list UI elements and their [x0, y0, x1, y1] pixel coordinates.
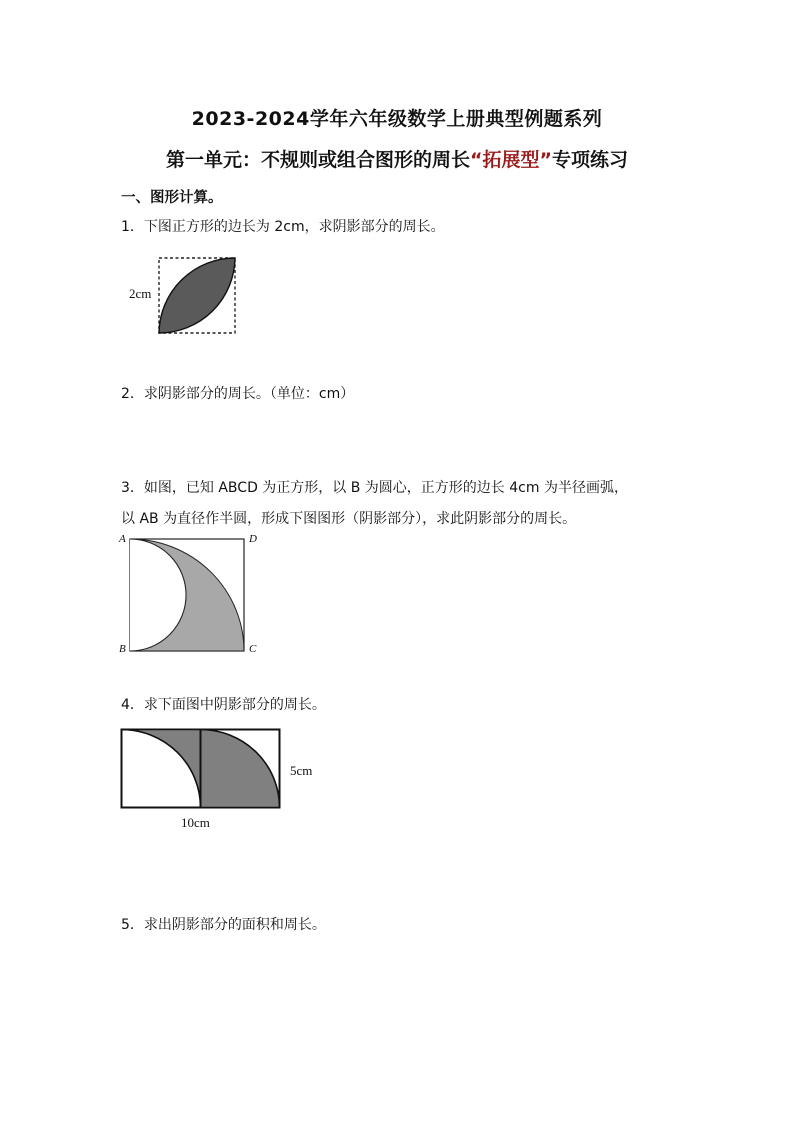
- subtitle-highlight: “拓展型”: [470, 149, 552, 171]
- subtitle-tail: 专项练习: [551, 149, 628, 171]
- q4-width-label: 10cm: [181, 815, 210, 830]
- section-heading: 一、图形计算。: [121, 190, 223, 206]
- question-4-text: 4．求下面图中阴影部分的周长。: [121, 697, 326, 713]
- q3-label-b: B: [119, 643, 126, 655]
- q3-figure: [129, 538, 247, 654]
- q1-shaded-leaf: [159, 258, 235, 333]
- q4-figure: [120, 728, 282, 810]
- q3-label-c: C: [249, 643, 257, 655]
- question-2-text: 2．求阴影部分的周长。（单位：cm）: [121, 386, 355, 402]
- q3-label-a: A: [119, 533, 126, 545]
- question-3-line1: 3．如图，已知 ABCD 为正方形，以 B 为圆心，正方形的边长 4cm 为半径画弧，: [121, 480, 628, 496]
- question-1-text: 1．下图正方形的边长为 2cm，求阴影部分的周长。: [121, 219, 445, 235]
- q1-side-label: 2cm: [129, 286, 152, 301]
- question-3-line2: 以 AB 为直径作半圆，形成下图图形（阴影部分），求此阴影部分的周长。: [121, 511, 577, 527]
- q3-label-d: D: [249, 533, 257, 545]
- q4-height-label: 5cm: [290, 763, 313, 778]
- question-5-text: 5．求出阴影部分的面积和周长。: [121, 917, 326, 933]
- page-title: 2023-2024学年六年级数学上册典型例题系列: [191, 108, 603, 130]
- page-subtitle: [0, 145, 794, 172]
- q1-figure: [158, 257, 238, 335]
- subtitle-main: 第一单元：不规则或组合图形的周长: [165, 149, 470, 171]
